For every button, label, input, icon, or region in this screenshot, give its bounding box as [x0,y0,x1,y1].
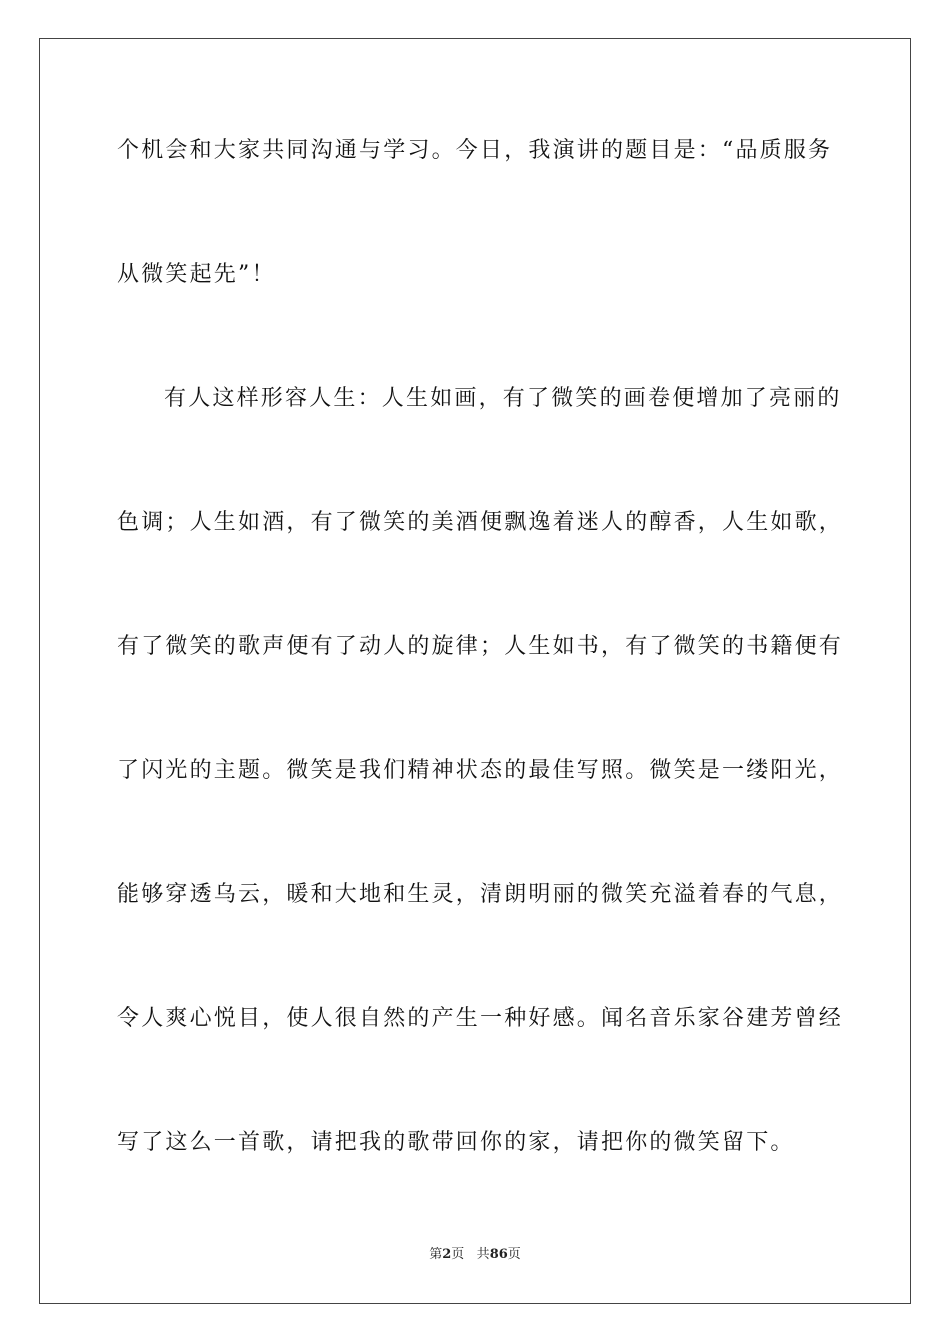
text-line-4: 色调；人生如酒，有了微笑的美酒便飘逸着迷人的醇香，人生如歌， [117,510,844,535]
text-line-1: 个机会和大家共同沟通与学习。今日，我演讲的题目是：“品质服务 [117,138,833,163]
text-line-9: 写了这么一首歌，请把我的歌带回你的家，请把你的微笑留下。 [117,1130,795,1155]
total-prefix: 共 [476,1247,490,1262]
text-line-3: 有人这样形容人生：人生如画，有了微笑的画卷便增加了亮丽的 [164,386,842,411]
text-line-5: 有了微笑的歌声便有了动人的旋律；人生如书，有了微笑的书籍便有 [117,634,844,659]
page-prefix: 第 [429,1247,443,1262]
text-line-7: 能够穿透乌云，暖和大地和生灵，清朗明丽的微笑充溢着春的气息， [117,882,844,907]
total-suffix: 页 [507,1247,521,1262]
total-pages: 86 [489,1247,508,1262]
text-line-8: 令人爽心悦目，使人很自然的产生一种好感。闻名音乐家谷建芳曾经 [117,1006,844,1031]
page-frame [39,38,911,1304]
text-line-2: 从微笑起先”！ [117,262,276,287]
page-suffix: 页 [451,1247,465,1262]
text-line-6: 了闪光的主题。微笑是我们精神状态的最佳写照。微笑是一缕阳光， [117,758,844,783]
page-number: 2 [442,1247,452,1262]
page-footer [0,1246,950,1264]
